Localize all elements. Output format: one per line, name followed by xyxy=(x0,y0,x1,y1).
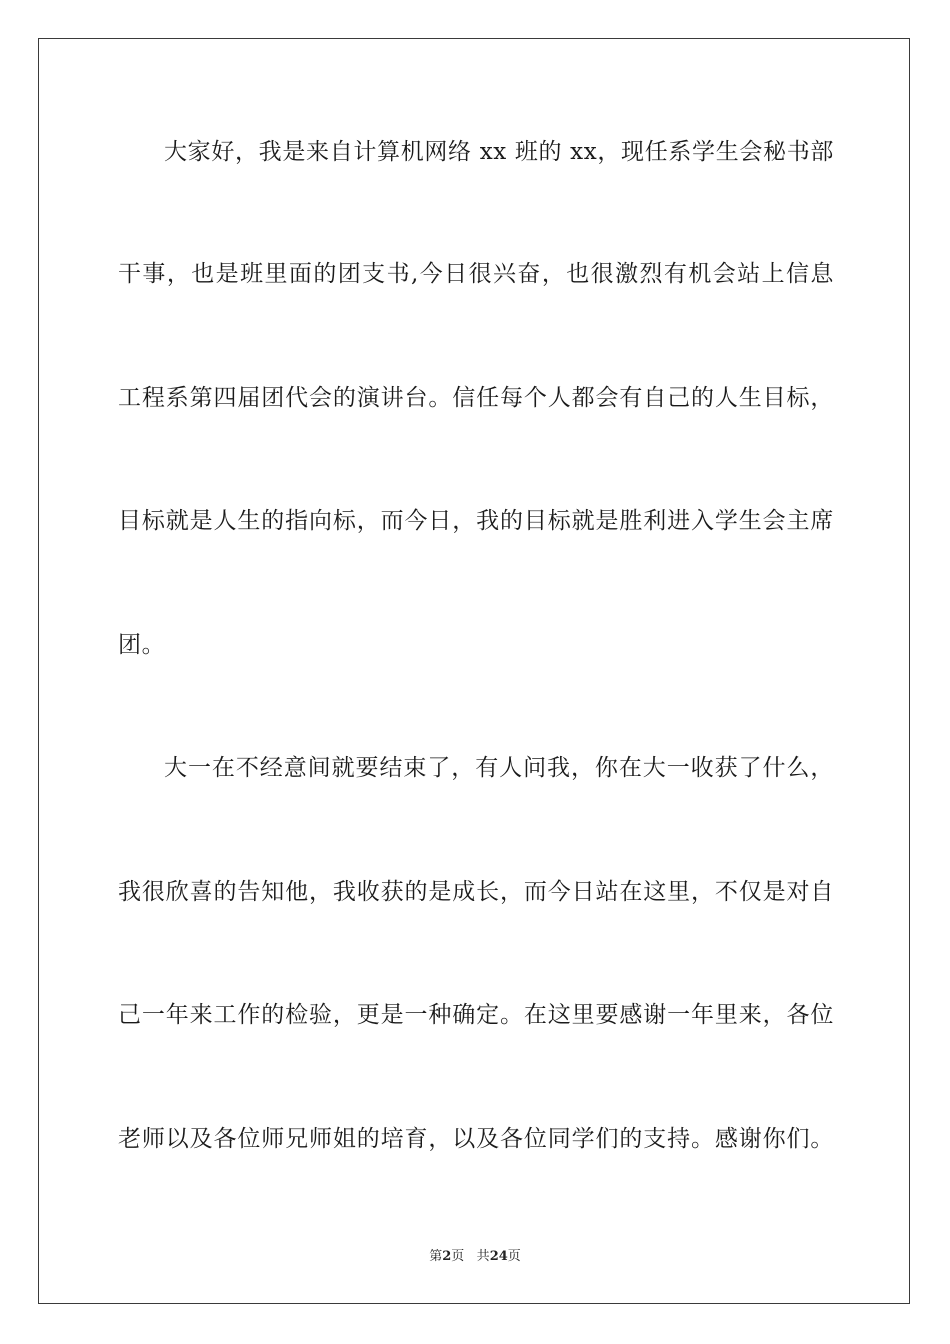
total-pages: 24 xyxy=(489,1249,508,1264)
paragraph-2-line-1: 大一在不经意间就要结束了，有人问我，你在大一收获了什么， xyxy=(164,755,834,781)
total-prefix: 共 xyxy=(476,1249,490,1264)
paragraph-1-line-5: 团。 xyxy=(118,632,166,658)
paragraph-2-line-3: 己一年来工作的检验，更是一种确定。在这里要感谢一年里来，各位 xyxy=(118,1002,834,1028)
paragraph-1-line-2: 干事，也是班里面的团支书,今日很兴奋，也很激烈有机会站上信息 xyxy=(118,261,834,287)
total-suffix: 页 xyxy=(507,1249,521,1264)
paragraph-2-line-2: 我很欣喜的告知他，我收获的是成长，而今日站在这里，不仅是对自 xyxy=(118,879,834,905)
page-border xyxy=(38,38,910,1304)
paragraph-1-line-4: 目标就是人生的指向标，而今日，我的目标就是胜利进入学生会主席 xyxy=(118,508,834,534)
page-number: 2 xyxy=(442,1249,452,1264)
page-footer xyxy=(0,1248,950,1266)
paragraph-2-line-4: 老师以及各位师兄师姐的培育，以及各位同学们的支持。感谢你们。 xyxy=(118,1126,834,1152)
page-prefix: 第 xyxy=(429,1249,443,1264)
paragraph-1-line-1: 大家好，我是来自计算机网络 xx 班的 xx，现任系学生会秘书部 xyxy=(164,139,834,165)
page-suffix: 页 xyxy=(451,1249,465,1264)
paragraph-1-line-3: 工程系第四届团代会的演讲台。信任每个人都会有自己的人生目标， xyxy=(118,385,834,411)
